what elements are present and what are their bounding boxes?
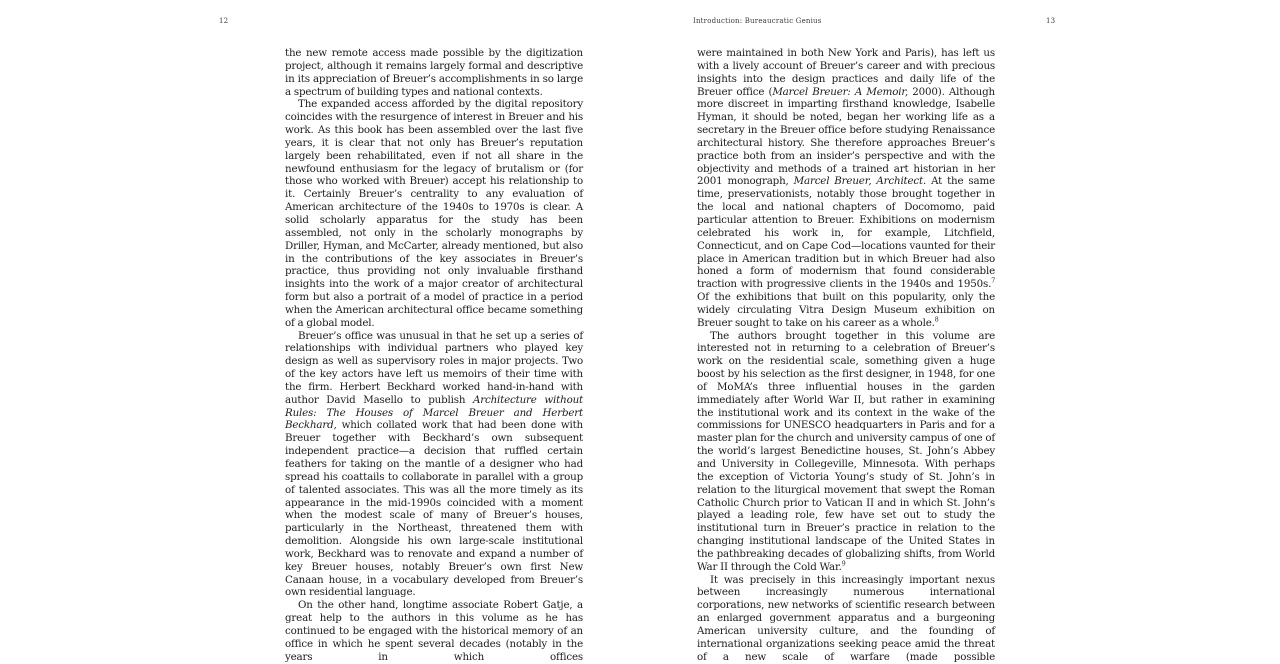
running-title: Introduction: Bureaucratic Genius xyxy=(693,17,822,25)
left-page-text-column xyxy=(285,47,583,664)
paragraph: The authors brought together in this volume are interested not in returning to a celebration of Breuer’s work on the residential scale, something given a huge boost by his selection as the first designer, in 1948, for one of MoMA’s three influential houses in the garden immediately after World War II, but rather in examining the institutional work and its context in the wake of the commissions for UNESCO headquarters in Paris and for a master plan for the church and university campus of one of the world’s largest Benedictine houses, St. John’s Abbey and University in Collegeville, Minnesota. With perhaps the exception of Victoria Young’s study of St. John’s in relation to the liturgical movement that swept the Roman Catholic Church prior to Vatican II and in which St. John’s played a leading role, few have set out to study the institutional turn in Breuer’s practice in relation to the changing institutional landscape of the United States in the pathbreaking decades of globalizing shifts, from World War II through the Cold War.$^9$ xyxy=(697,329,995,573)
paragraph: On the other hand, longtime associate Robert Gatje, a great help to the authors in this volume as he has continued to be engaged with the historical memory of an office in which he spent several decades (notably in the years in which offices xyxy=(285,599,583,663)
paragraph: were maintained in both New York and Paris), has left us with a lively account of Breuer’s career and with precious insights into the design practices and daily life of the Breuer office (Marcel Breuer: A Memoir, 2000). Although more discreet in imparting firsthand knowledge, Isabelle Hyman, it should be noted, began her working life as a secretary in the Breuer office before studying Renaissance architectural history. She therefore approaches Breuer’s practice both from an insider’s perspective and with the objectivity and methods of a trained art historian in her 2001 monograph, Marcel Breuer, Architect. At the same time, preservationists, notably those brought together in the local and national chapters of Docomomo, paid particular attention to Breuer. Exhibitions on modernism celebrated his work in, for example, Litchfield, Connecticut, and on Cape Cod—locations vaunted for their place in American tradition but in which Breuer had also honed a form of modernism that found considerable traction with progressive clients in the 1940s and 1950s.$^7$ Of the exhibitions that built on this popularity, only the widely circulating Vitra Design Museum exhibition on Breuer sought to take on his career as a whole.$^8$ xyxy=(697,47,995,329)
paragraph: It was precisely in this increasingly important nexus between increasingly numerous international corporations, new networks of scientific research between an enlarged government apparatus and a burgeoning American university culture, and the founding of international organizations seeking peace amid the threat of a new scale of warfare (made possible xyxy=(697,573,995,663)
page-number-right: 13 xyxy=(1046,17,1056,25)
paragraph: The expanded access afforded by the digital repository coincides with the resurgence of interest in Breuer and his work. As this book has been assembled over the last five years, it is clear that not only has Breuer’s reputation largely been rehabilitated, even if not all share in the newfound enthusiasm for the legacy of brutalism or (for those who worked with Breuer) accept his relationship to it. Certainly Breuer’s centrality to any evaluation of American architecture of the 1940s to 1970s is clear. A solid scholarly apparatus for the study has been assembled, not only in the scholarly monographs by Driller, Hyman, and McCarter, already mentioned, but also in the contributions of the key associates in Breuer’s practice, thus providing not only invaluable firsthand insights into the work of a major creator of architectural form but also a portrait of a model of practice in a period when the American architectural office became something of a global model. xyxy=(285,98,583,329)
right-page-text-column xyxy=(697,47,995,664)
paragraph: the new remote access made possible by the digitization project, although it remains largely formal and descriptive in its appreciation of Breuer’s accomplishments in so large a spectrum of building types and national contexts. xyxy=(285,47,583,98)
paragraph: Breuer’s office was unusual in that he set up a series of relationships with individual partners who played key design as well as supervisory roles in major projects. Two of the key actors have left us memoirs of their time with the firm. Herbert Beckhard worked hand-in-hand with author David Masello to publish Architecture without Rules: The Houses of Marcel Breuer and Herbert Beckhard, which collated work that had been done with Breuer together with Beckhard’s own subsequent independent practice—a decision that ruffled certain feathers for taking on the mantle of a designer who had spread his coattails to collaborate in parallel with a group of talented associates. This was all the more timely as its appearance in the mid-1990s coincided with a moment when the modest scale of many of Breuer’s houses, particularly in the Northeast, threatened them with demolition. Alongside his own large-scale institutional work, Beckhard was to renovate and expand a number of key Breuer houses, notably Breuer’s own first New Canaan house, in a vocabulary developed from Breuer’s own residential language. xyxy=(285,329,583,599)
page-number-left: 12 xyxy=(219,17,229,25)
